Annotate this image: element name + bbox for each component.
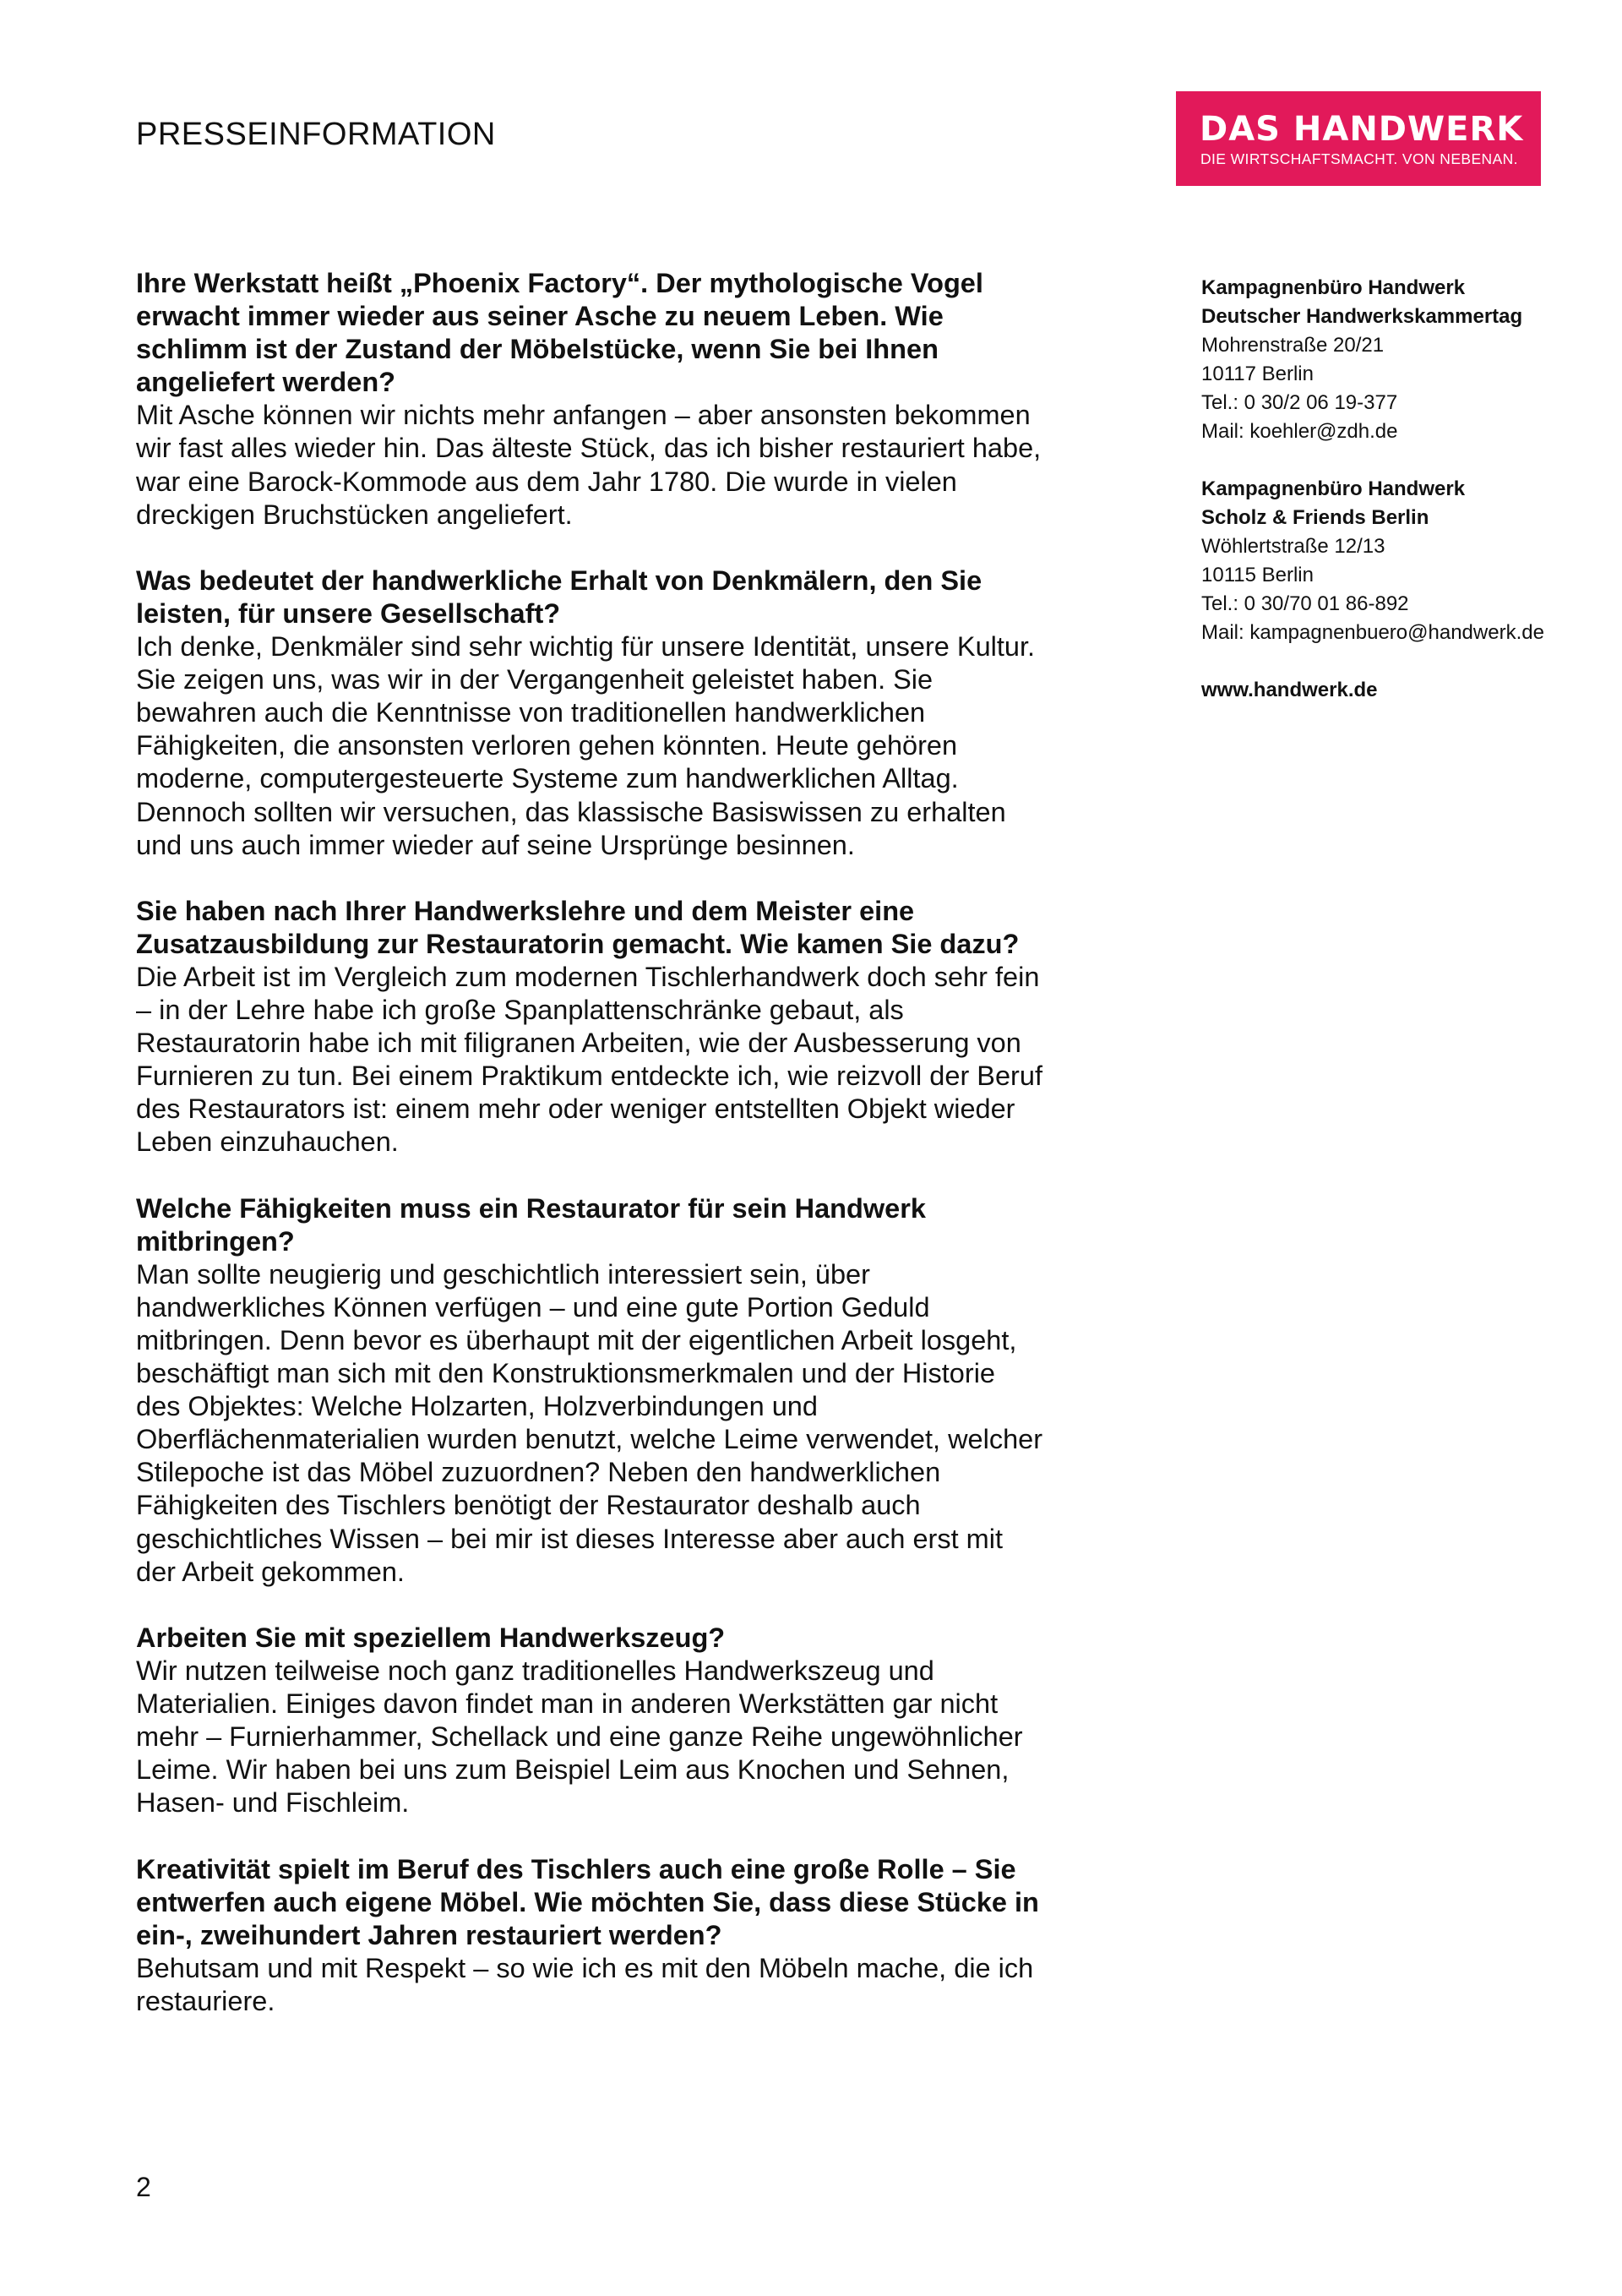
- answer-line: Fähigkeiten, die ansonsten verloren gehen könnten. Heute gehören: [136, 730, 958, 761]
- question-line: ein-, zweihundert Jahren restauriert werden?: [136, 1919, 722, 1950]
- answer-line: bewahren auch die Kenntnisse von traditionellen handwerklichen: [136, 697, 926, 728]
- contact-city: 10117 Berlin: [1201, 363, 1314, 385]
- question-line: Ihre Werkstatt heißt „Phoenix Factory“. Der mythologische Vogel: [136, 268, 983, 298]
- question: [136, 267, 1108, 399]
- interview-section: [136, 1192, 1108, 1589]
- question-line: mitbringen?: [136, 1225, 295, 1257]
- question: [136, 895, 1108, 961]
- answer-line: mehr – Furnierhammer, Schellack und eine ganze Reihe ungewöhnlicher: [136, 1721, 1023, 1753]
- question-line: Kreativität spielt im Beruf des Tischlers auch eine große Rolle – Sie: [136, 1853, 1016, 1884]
- answer: [136, 630, 1108, 862]
- question-line: Arbeiten Sie mit speziellem Handwerkszeug?: [136, 1622, 726, 1653]
- question-line: Welche Fähigkeiten muss ein Restaurator für sein Handwerk: [136, 1192, 926, 1224]
- contact-mail[interactable]: Mail: koehler@zdh.de: [1201, 420, 1398, 443]
- contact-phone: Tel.: 0 30/70 01 86-892: [1201, 592, 1409, 615]
- answer-line: Leben einzuhauchen.: [136, 1126, 399, 1158]
- interview-section: [136, 1853, 1108, 2018]
- question: [136, 1853, 1108, 1952]
- answer-line: Behutsam und mit Respekt – so wie ich es mit den Möbeln mache, die ich: [136, 1952, 1034, 1983]
- contact-name: Kampagnenbüro Handwerk: [1201, 477, 1466, 500]
- answer-line: Restauratorin habe ich mit filigranen Arbeiten, wie der Ausbesserung von: [136, 1028, 1021, 1059]
- answer-line: restauriere.: [136, 1985, 275, 2016]
- question-line: Was bedeutet der handwerkliche Erhalt von Denkmälern, den Sie: [136, 564, 982, 596]
- contact-sidebar: [1201, 274, 1544, 705]
- answer-line: Die Arbeit ist im Vergleich zum modernen Tischlerhandwerk doch sehr fein: [136, 961, 1040, 992]
- answer-line: Sie zeigen uns, was wir in der Vergangenheit geleistet haben. Sie: [136, 664, 933, 695]
- answer-line: Stilepoche ist das Möbel zuzuordnen? Neben den handwerklichen: [136, 1457, 941, 1488]
- answer-line: des Objektes: Welche Holzarten, Holzverbindungen und: [136, 1391, 818, 1422]
- answer: [136, 1655, 1108, 1819]
- answer-line: Man sollte neugierig und geschichtlich interessiert sein, über: [136, 1258, 870, 1290]
- answer-line: des Restaurators ist: einem mehr oder weniger entstellten Objekt wieder: [136, 1093, 1015, 1125]
- contact-phone: Tel.: 0 30/2 06 19-377: [1201, 391, 1398, 414]
- answer-line: Leime. Wir haben bei uns zum Beispiel Leim aus Knochen und Sehnen,: [136, 1754, 1010, 1786]
- answer-line: handwerkliches Können verfügen – und eine gute Portion Geduld: [136, 1291, 930, 1323]
- answer-line: Ich denke, Denkmäler sind sehr wichtig für unsere Identität, unsere Kultur.: [136, 631, 1036, 663]
- answer-line: wir fast alles wieder hin. Das älteste Stück, das ich bisher restauriert habe,: [136, 433, 1042, 464]
- interview-section: [136, 895, 1108, 1159]
- answer-line: war eine Barock-Kommode aus dem Jahr 1780. Die wurde in vielen: [136, 466, 957, 497]
- question-line: angeliefert werden?: [136, 367, 396, 398]
- page-number: 2: [136, 2172, 151, 2202]
- contact-name: Kampagnenbüro Handwerk: [1201, 276, 1466, 299]
- answer-line: dreckigen Bruchstücken angeliefert.: [136, 499, 573, 530]
- answer-line: Fähigkeiten des Tischlers benötigt der Restaurator deshalb auch: [136, 1490, 921, 1521]
- contact-street: Wöhlertstraße 12/13: [1201, 535, 1385, 558]
- interview-section: [136, 267, 1108, 532]
- answer-line: Wir nutzen teilweise noch ganz traditionelles Handwerkszeug und: [136, 1655, 934, 1686]
- question: [136, 1192, 1108, 1258]
- answer-line: Materialien. Einiges davon findet man in anderen Werkstätten gar nicht: [136, 1688, 999, 1720]
- answer: [136, 1952, 1108, 2018]
- logo-tagline: DIE WIRTSCHAFTSMACHT. VON NEBENAN.: [1200, 150, 1518, 167]
- das-handwerk-logo: [1176, 91, 1541, 186]
- contact-mail[interactable]: Mail: kampagnenbuero@handwerk.de: [1201, 621, 1544, 644]
- answer-line: geschichtliches Wissen – bei mir ist dieses Interesse aber auch erst mit: [136, 1523, 1003, 1554]
- answer-line: beschäftigt man sich mit den Konstruktionsmerkmalen und der Historie: [136, 1358, 995, 1389]
- website-link[interactable]: www.handwerk.de: [1201, 679, 1378, 701]
- contact-street: Mohrenstraße 20/21: [1201, 334, 1385, 357]
- question-line: leisten, für unsere Gesellschaft?: [136, 597, 561, 629]
- question-line: schlimm ist der Zustand der Möbelstücke, wenn Sie bei Ihnen: [136, 334, 939, 365]
- question-line: Zusatzausbildung zur Restauratorin gemacht. Wie kamen Sie dazu?: [136, 928, 1020, 959]
- answer-line: Oberflächenmaterialien wurden benutzt, welche Leime verwendet, welcher: [136, 1424, 1043, 1455]
- answer-line: moderne, computergesteuerte Systeme zum handwerklichen Alltag.: [136, 763, 959, 794]
- question-line: Sie haben nach Ihrer Handwerkslehre und dem Meister eine: [136, 895, 915, 926]
- answer-line: Mit Asche können wir nichts mehr anfangen – aber ansonsten bekommen: [136, 400, 1031, 431]
- contact-org: Deutscher Handwerkskammertag: [1201, 305, 1523, 328]
- question-line: erwacht immer wieder aus seiner Asche zu neuem Leben. Wie: [136, 301, 944, 332]
- logo-wordmark: DAS HANDWERK: [1200, 110, 1524, 149]
- contact-block-scholz: [1201, 475, 1544, 647]
- page-title: PRESSEINFORMATION: [136, 117, 496, 152]
- contact-city: 10115 Berlin: [1201, 564, 1314, 586]
- answer-line: Hasen- und Fischleim.: [136, 1787, 410, 1819]
- contact-block-zdh: [1201, 274, 1544, 446]
- answer: [136, 399, 1108, 531]
- answer: [136, 1258, 1108, 1589]
- answer-line: Furnieren zu tun. Bei einem Praktikum entdeckte ich, wie reizvoll der Beruf: [136, 1061, 1042, 1092]
- interview-section: [136, 1622, 1108, 1820]
- contact-org: Scholz & Friends Berlin: [1201, 506, 1429, 529]
- interview-section: [136, 564, 1108, 862]
- question: [136, 1622, 1108, 1655]
- answer-line: der Arbeit gekommen.: [136, 1556, 405, 1587]
- answer-line: und uns auch immer wieder auf seine Ursprünge besinnen.: [136, 829, 855, 860]
- answer-line: Dennoch sollten wir versuchen, das klassische Basiswissen zu erhalten: [136, 796, 1006, 827]
- question-line: entwerfen auch eigene Möbel. Wie möchten Sie, dass diese Stücke in: [136, 1886, 1039, 1917]
- answer: [136, 961, 1108, 1159]
- answer-line: – in der Lehre habe ich große Spanplattenschränke gebaut, als: [136, 995, 904, 1026]
- question: [136, 564, 1108, 630]
- answer-line: mitbringen. Denn bevor es überhaupt mit der eigentlichen Arbeit losgeht,: [136, 1325, 1017, 1355]
- interview-body: [136, 267, 1108, 2051]
